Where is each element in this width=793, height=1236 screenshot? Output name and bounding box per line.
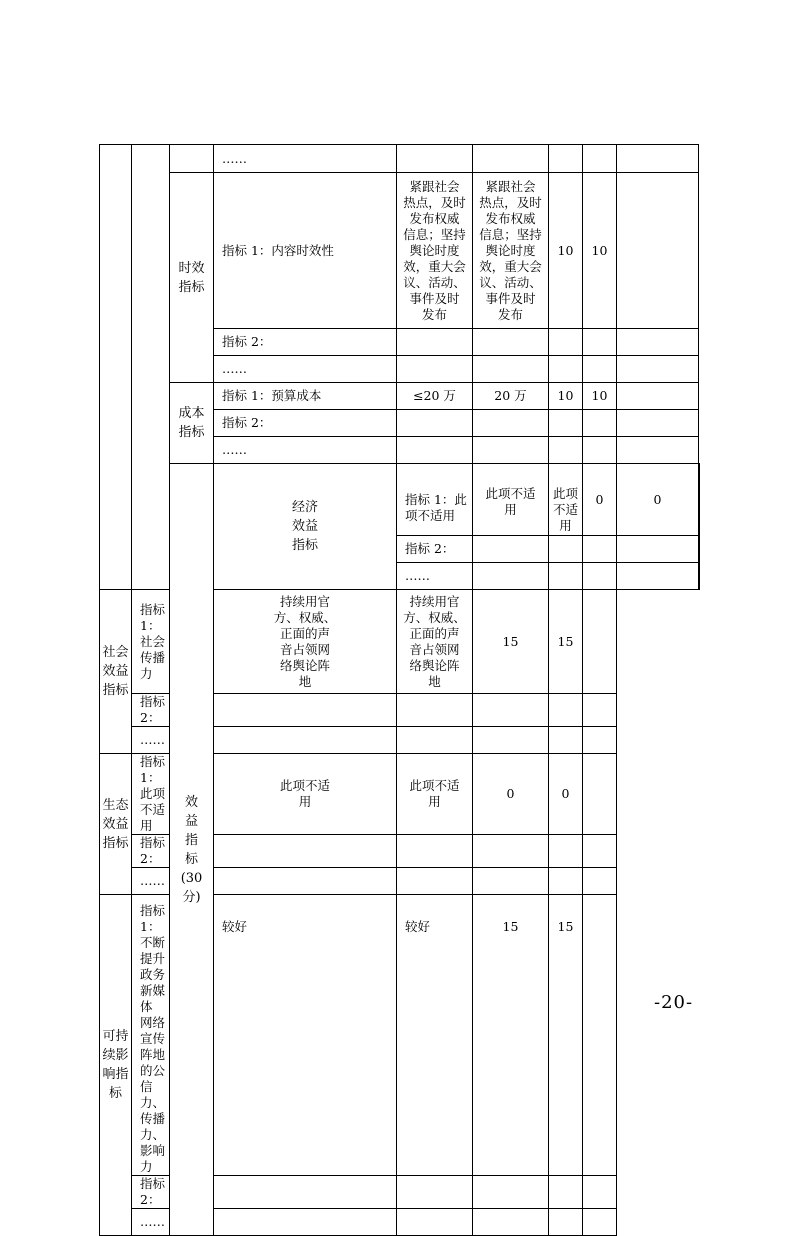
remark-cell bbox=[617, 383, 699, 410]
indicator-cell: 指标 1：此项不适用 bbox=[397, 464, 473, 536]
score-cell bbox=[549, 694, 583, 727]
remark-cell bbox=[617, 173, 699, 329]
target-cell bbox=[214, 868, 397, 895]
target-cell bbox=[473, 536, 549, 563]
remark-cell bbox=[583, 895, 617, 1176]
target-cell: 持续用官 方、权威、 正面的声 音占领网 络舆论阵 地 bbox=[214, 590, 397, 694]
weight-cell bbox=[473, 694, 549, 727]
remark-cell bbox=[583, 868, 617, 895]
actual-cell bbox=[473, 145, 549, 173]
weight-cell bbox=[549, 356, 583, 383]
remark-cell bbox=[617, 145, 699, 173]
indicator-cell: 指标 1：此项不适用 bbox=[132, 754, 170, 835]
weight-cell: 10 bbox=[549, 383, 583, 410]
subcategory-timeliness: 时效 指标 bbox=[170, 173, 214, 383]
indicator-cell: 指标 1：社会传播力 bbox=[132, 590, 170, 694]
remark-cell bbox=[583, 754, 617, 835]
score-cell bbox=[583, 437, 617, 464]
score-cell: 10 bbox=[583, 173, 617, 329]
indicator-cell: 指标 1：预算成本 bbox=[214, 383, 397, 410]
subcategory-cell bbox=[170, 145, 214, 173]
subcategory-ecological: 生态 效益 指标 bbox=[100, 754, 132, 895]
weight-cell: 15 bbox=[473, 590, 549, 694]
target-cell bbox=[397, 356, 473, 383]
actual-cell bbox=[473, 437, 549, 464]
actual-cell bbox=[549, 563, 583, 590]
actual-cell: 紧跟社会 热点，及时 发布权威 信息；坚持 舆论时度 效，重大会 议、活动、 事件及时 发布 bbox=[473, 173, 549, 329]
indicator-cell: …… bbox=[397, 563, 473, 590]
weight-cell bbox=[473, 1176, 549, 1209]
indicator-cell: …… bbox=[132, 727, 170, 754]
weight-cell: 0 bbox=[583, 464, 617, 536]
target-cell bbox=[214, 1209, 397, 1236]
weight-cell: 15 bbox=[473, 895, 549, 1176]
score-cell bbox=[549, 868, 583, 895]
indicator-cell: …… bbox=[132, 1209, 170, 1236]
level0-cell bbox=[100, 145, 132, 590]
weight-cell bbox=[473, 1209, 549, 1236]
remark-cell bbox=[583, 1176, 617, 1209]
level1-cell-output bbox=[132, 145, 170, 590]
target-cell bbox=[214, 835, 397, 868]
target-cell bbox=[214, 727, 397, 754]
weight-cell bbox=[549, 410, 583, 437]
remark-cell bbox=[617, 356, 699, 383]
remark-cell bbox=[617, 410, 699, 437]
target-cell: 较好 bbox=[214, 895, 397, 1176]
actual-cell: 较好 bbox=[397, 895, 473, 1176]
indicator-cell: …… bbox=[132, 868, 170, 895]
actual-cell bbox=[473, 410, 549, 437]
score-cell: 15 bbox=[549, 590, 583, 694]
actual-cell bbox=[397, 1209, 473, 1236]
subcategory-cost: 成本 指标 bbox=[170, 383, 214, 464]
score-cell bbox=[549, 1176, 583, 1209]
level1-benefit: 效 益 指 标 (30 分) bbox=[170, 464, 214, 1236]
actual-cell bbox=[549, 536, 583, 563]
actual-cell: 20 万 bbox=[473, 383, 549, 410]
target-cell bbox=[214, 1176, 397, 1209]
weight-cell: 10 bbox=[549, 173, 583, 329]
score-cell bbox=[583, 356, 617, 383]
target-cell bbox=[397, 410, 473, 437]
actual-cell bbox=[397, 694, 473, 727]
target-cell bbox=[397, 145, 473, 173]
indicator-cell: 指标 1：内容时效性 bbox=[214, 173, 397, 329]
weight-cell bbox=[473, 727, 549, 754]
performance-indicator-table bbox=[99, 144, 700, 1236]
score-cell: 0 bbox=[549, 754, 583, 835]
weight-cell: 0 bbox=[473, 754, 549, 835]
weight-cell bbox=[549, 329, 583, 356]
target-cell bbox=[473, 563, 549, 590]
remark-cell bbox=[617, 329, 699, 356]
actual-cell bbox=[397, 727, 473, 754]
remark-cell bbox=[583, 1209, 617, 1236]
target-cell bbox=[397, 437, 473, 464]
subcategory-economic: 经济 效益 指标 bbox=[214, 464, 397, 590]
score-cell bbox=[583, 145, 617, 173]
subcategory-sustainable: 可持 续影 响指 标 bbox=[100, 895, 132, 1236]
actual-cell: 此项不适 用 bbox=[397, 754, 473, 835]
indicator-cell: 指标 2： bbox=[214, 410, 397, 437]
score-cell bbox=[583, 329, 617, 356]
indicator-cell: 指标 2： bbox=[214, 329, 397, 356]
actual-cell bbox=[397, 868, 473, 895]
indicator-cell: …… bbox=[214, 356, 397, 383]
indicator-cell: 指标 2： bbox=[132, 1176, 170, 1209]
remark-cell bbox=[583, 694, 617, 727]
target-cell: ≤20 万 bbox=[397, 383, 473, 410]
remark-cell bbox=[583, 835, 617, 868]
remark-cell bbox=[617, 437, 699, 464]
score-cell bbox=[549, 1209, 583, 1236]
target-cell bbox=[214, 694, 397, 727]
indicator-cell: 指标 2： bbox=[132, 694, 170, 727]
score-cell: 0 bbox=[617, 464, 699, 536]
weight-cell bbox=[583, 536, 617, 563]
weight-cell bbox=[549, 145, 583, 173]
remark-cell bbox=[699, 563, 700, 590]
remark-cell bbox=[699, 464, 700, 536]
score-cell bbox=[617, 563, 699, 590]
score-cell: 15 bbox=[549, 895, 583, 1176]
actual-cell bbox=[473, 356, 549, 383]
indicator-cell: 指标 1：不断提升政务新媒体 网络宣传阵地的公信力、传播 力、影响力 bbox=[132, 895, 170, 1176]
weight-cell bbox=[473, 868, 549, 895]
actual-cell bbox=[397, 1176, 473, 1209]
indicator-cell: 指标 2： bbox=[132, 835, 170, 868]
actual-cell: 此项不适 用 bbox=[549, 464, 583, 536]
target-cell: 此项不适 用 bbox=[214, 754, 397, 835]
score-cell bbox=[549, 727, 583, 754]
subcategory-social: 社会 效益 指标 bbox=[100, 590, 132, 754]
score-cell: 10 bbox=[583, 383, 617, 410]
weight-cell bbox=[549, 437, 583, 464]
indicator-cell: …… bbox=[214, 145, 397, 173]
weight-cell bbox=[473, 835, 549, 868]
indicator-cell: …… bbox=[214, 437, 397, 464]
remark-cell bbox=[699, 536, 700, 563]
actual-cell bbox=[397, 835, 473, 868]
score-cell bbox=[617, 536, 699, 563]
target-cell: 此项不适 用 bbox=[473, 464, 549, 536]
actual-cell bbox=[473, 329, 549, 356]
indicator-cell: 指标 2： bbox=[397, 536, 473, 563]
target-cell: 紧跟社会 热点，及时 发布权威 信息；坚持 舆论时度 效，重大会 议、活动、 事件及时 发布 bbox=[397, 173, 473, 329]
remark-cell bbox=[583, 727, 617, 754]
score-cell bbox=[549, 835, 583, 868]
page-number: -20- bbox=[654, 992, 694, 1013]
score-cell bbox=[583, 410, 617, 437]
target-cell bbox=[397, 329, 473, 356]
weight-cell bbox=[583, 563, 617, 590]
actual-cell: 持续用官 方、权威、 正面的声 音占领网 络舆论阵 地 bbox=[397, 590, 473, 694]
remark-cell bbox=[583, 590, 617, 694]
